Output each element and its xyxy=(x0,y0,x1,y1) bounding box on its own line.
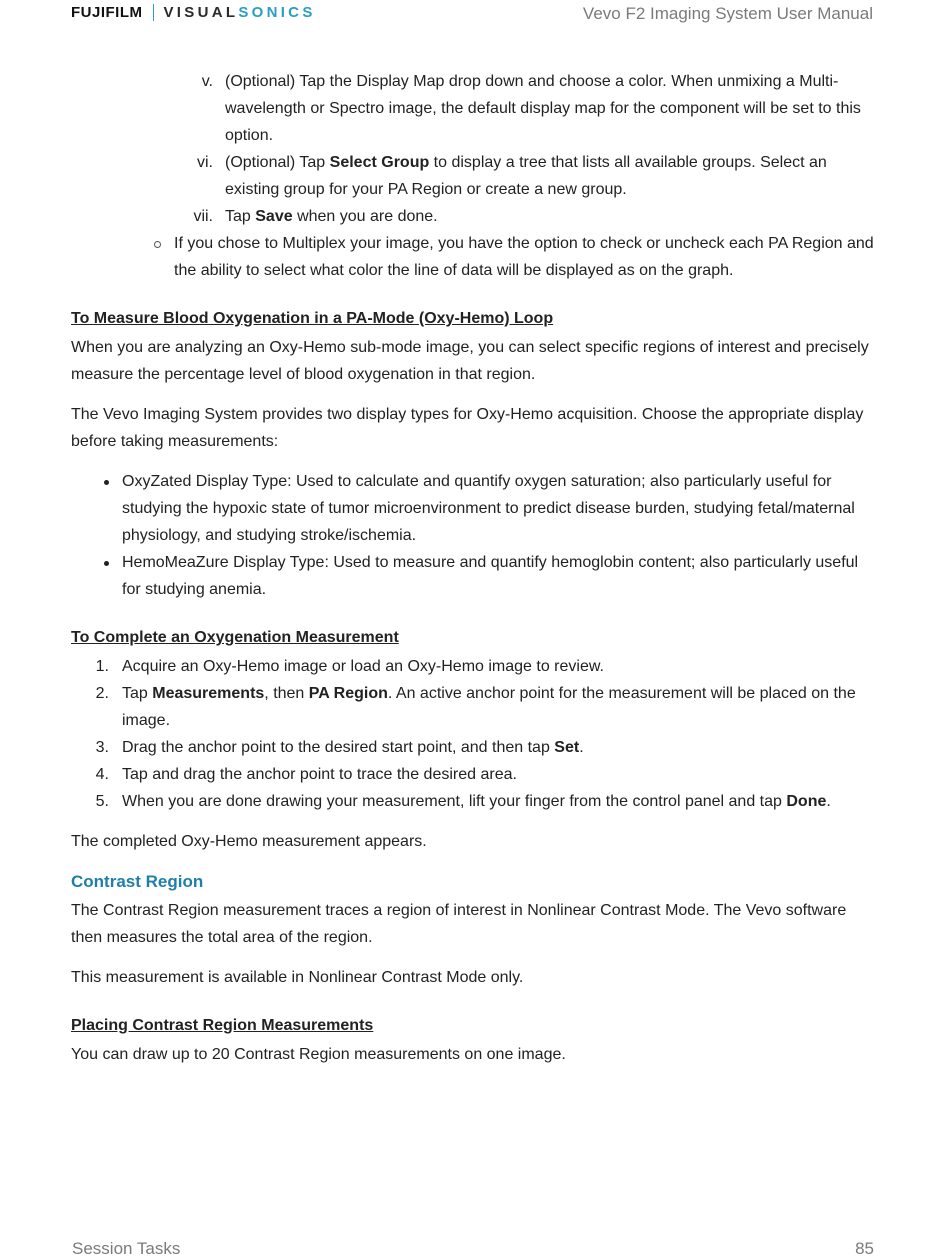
list-item: OxyZated Display Type: Used to calculate and quantify oxygen saturation; also particularly useful for studying the hypoxic state of tumor microenvironment to predict disease burden, studying fetal/maternal physiology, and studying stroke/ischemia. xyxy=(71,468,876,549)
list-item xyxy=(71,149,876,203)
paragraph: You can draw up to 20 Contrast Region measurements on one image. xyxy=(71,1046,566,1063)
logo-brand-text: FUJIFILM xyxy=(71,3,143,21)
text-run: to display a tree that lists all available groups. Select an existing group for your PA Region or create a new group. xyxy=(225,154,827,198)
text-run: When you are done drawing your measurement, lift your finger from the control panel and tap xyxy=(122,793,787,810)
step-number: 5. xyxy=(95,793,109,810)
step-number: 3. xyxy=(95,739,109,756)
step-text xyxy=(122,793,831,810)
list-item xyxy=(71,761,876,788)
page-content xyxy=(71,68,876,1081)
bold-term: Set xyxy=(554,739,580,756)
step-number: v. xyxy=(201,73,213,90)
step-number: 1. xyxy=(95,658,109,675)
text-run: . xyxy=(826,793,831,810)
text-run: . An active anchor point for the measurement will be placed on the image. xyxy=(122,685,856,729)
text-run: when you are done. xyxy=(292,208,438,225)
step-number: vii. xyxy=(193,208,213,225)
logo-sonics-text: SONICS xyxy=(238,3,316,21)
logo-divider xyxy=(153,4,154,21)
roman-sub-steps xyxy=(71,68,876,230)
step-text: (Optional) Tap the Display Map drop down and choose a color. When unmixing a Multi-wavelength or Spectro image, the default display map for the component will be set to this option. xyxy=(225,73,861,144)
step-number: 4. xyxy=(95,766,109,783)
list-item xyxy=(71,68,876,149)
paragraph: The Vevo Imaging System provides two display types for Oxy-Hemo acquisition. Choose the appropriate display before taking measurements: xyxy=(71,406,864,450)
list-item: HemoMeaZure Display Type: Used to measure and quantify hemoglobin content; also particularly useful for studying anemia. xyxy=(71,549,876,603)
step-text xyxy=(225,154,827,198)
paragraph: When you are analyzing an Oxy-Hemo sub-mode image, you can select specific regions of interest and precisely measure the percentage level of blood oxygenation in that region. xyxy=(71,339,869,383)
text-run: (Optional) Tap xyxy=(225,154,330,171)
footer-section-name: Session Tasks xyxy=(72,1239,181,1258)
oxygenation-measurement-heading: To Complete an Oxygenation Measurement xyxy=(71,629,399,646)
placing-contrast-heading: Placing Contrast Region Measurements xyxy=(71,1017,374,1034)
text-run: Tap xyxy=(122,685,153,702)
fujifilm-visualsonics-logo xyxy=(71,3,316,21)
bold-term: Done xyxy=(786,793,827,810)
paragraph: The completed Oxy-Hemo measurement appears. xyxy=(71,833,427,850)
step-text: Tap and drag the anchor point to trace the desired area. xyxy=(122,766,517,783)
bold-term: PA Region xyxy=(308,685,388,702)
list-item xyxy=(71,734,876,761)
page-footer xyxy=(71,1236,874,1260)
list-item xyxy=(71,653,876,680)
text-run: Tap xyxy=(225,208,256,225)
text-run: Drag the anchor point to the desired start point, and then tap xyxy=(122,739,555,756)
list-item xyxy=(71,788,876,815)
list-item xyxy=(71,680,876,734)
page-header xyxy=(0,0,950,40)
list-item xyxy=(71,203,876,230)
step-number: 2. xyxy=(95,685,109,702)
measurement-steps xyxy=(71,653,876,815)
text-run: , then xyxy=(264,685,309,702)
document-title: Vevo F2 Imaging System User Manual xyxy=(582,4,873,23)
circle-bullet-list xyxy=(71,230,876,284)
step-text: Acquire an Oxy-Hemo image or load an Oxy-Hemo image to review. xyxy=(122,658,604,675)
oxy-hemo-heading: To Measure Blood Oxygenation in a PA-Mode (Oxy-Hemo) Loop xyxy=(71,310,554,327)
bold-term: Measurements xyxy=(152,685,265,702)
step-number: vi. xyxy=(197,154,213,171)
text-run: . xyxy=(579,739,584,756)
step-text xyxy=(122,685,856,729)
page-number: 85 xyxy=(855,1239,874,1258)
step-text xyxy=(122,739,584,756)
bold-term: Save xyxy=(255,208,293,225)
paragraph: This measurement is available in Nonlinear Contrast Mode only. xyxy=(71,969,524,986)
bold-term: Select Group xyxy=(329,154,430,171)
step-text xyxy=(225,208,438,225)
list-item: If you chose to Multiplex your image, you have the option to check or uncheck each PA Region and the ability to select what color the line of data will be displayed as on the graph. xyxy=(71,230,876,284)
display-types-list xyxy=(71,468,876,603)
paragraph: The Contrast Region measurement traces a region of interest in Nonlinear Contrast Mode. The Vevo software then measures the total area of the region. xyxy=(71,902,847,946)
contrast-region-heading: Contrast Region xyxy=(71,872,204,891)
logo-visual-text: VISUAL xyxy=(163,3,239,21)
